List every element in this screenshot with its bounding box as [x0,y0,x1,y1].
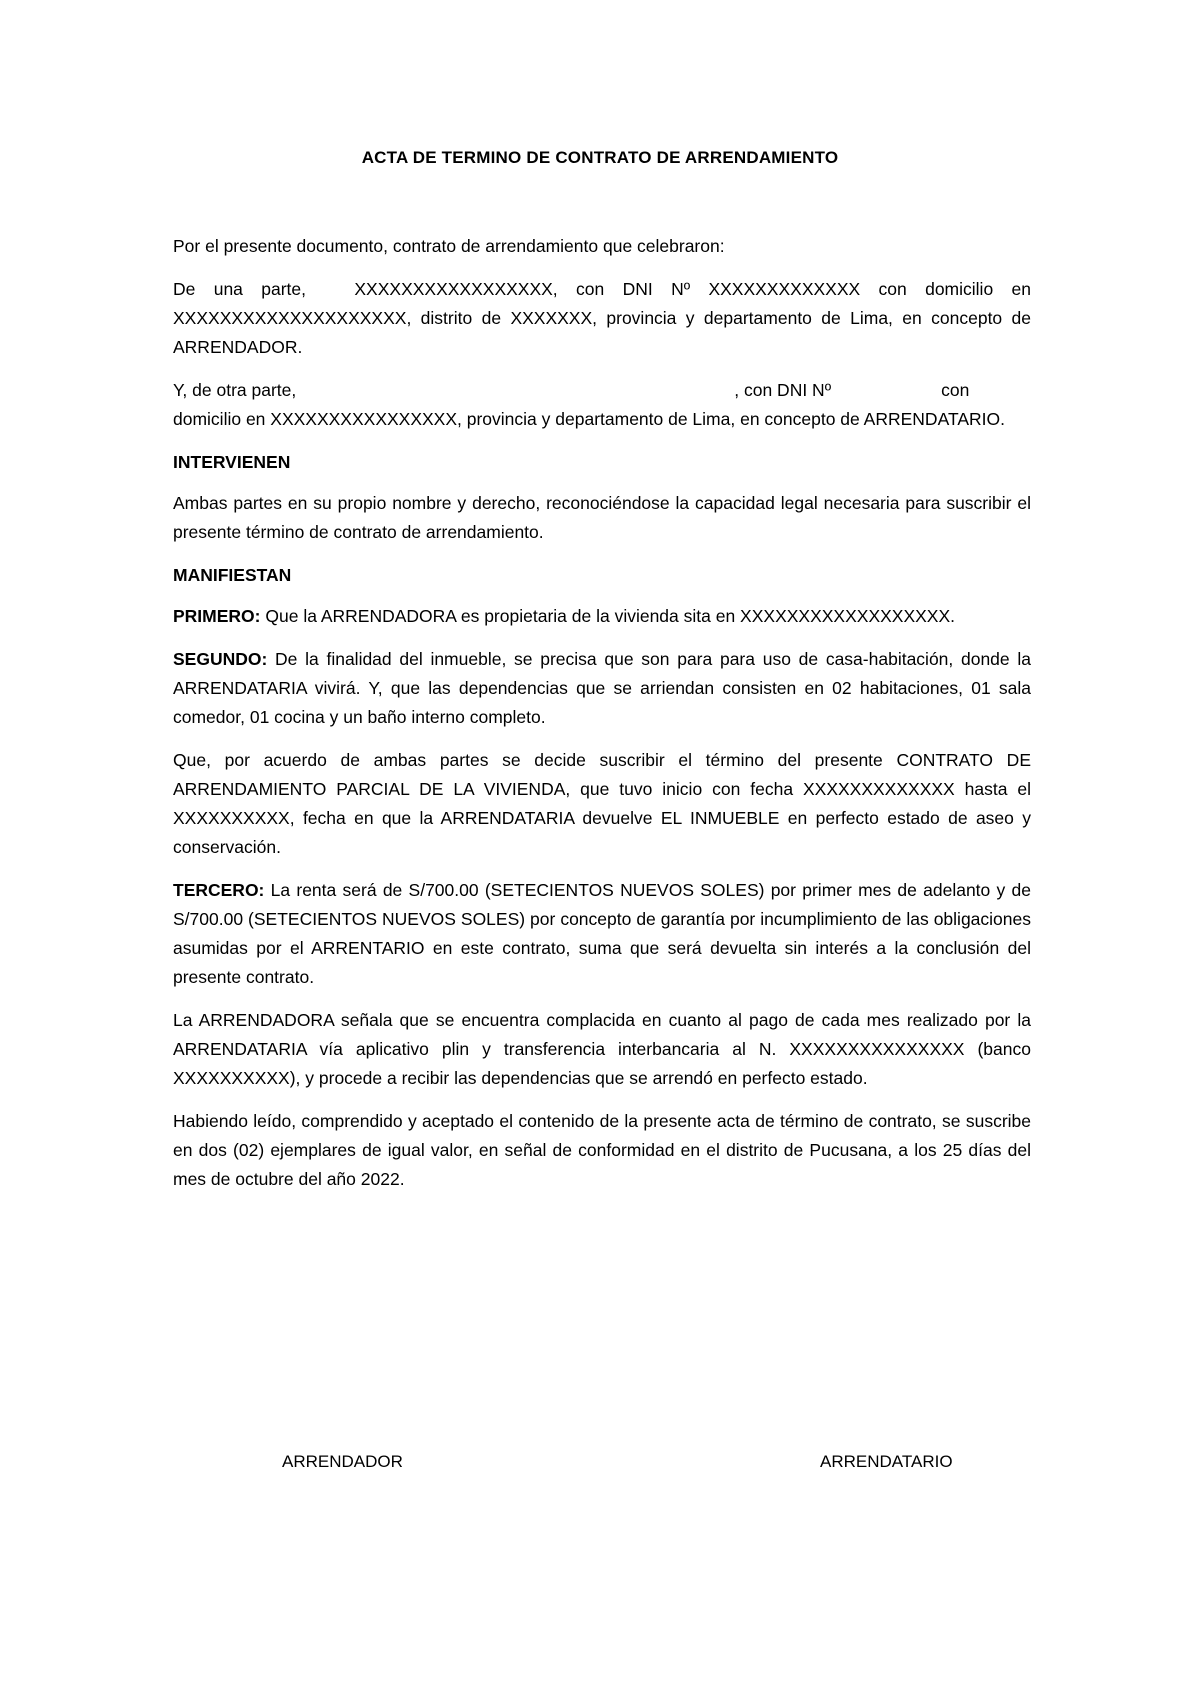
manifiestan-heading: MANIFIESTAN [173,565,292,585]
segundo-paragraph [173,645,1031,732]
segundo-label: SEGUNDO: [173,649,268,669]
signature-arrendador: ARRENDADOR [282,1452,403,1471]
party1-prefix: De una parte, [173,279,307,299]
closing-paragraph: Habiendo leído, comprendido y aceptado el contenido de la presente acta de término de contrato, se suscribe en dos (02) ejemplares de igual valor, en señal de conformidad en el distrito de Pucusana, a los 25 días del mes de octubre del año 2022. [173,1111,1031,1189]
document-body [173,232,1031,1208]
primero-text: Que la ARRENDADORA es propietaria de la vivienda sita en XXXXXXXXXXXXXXXXXX. [265,606,956,626]
signature-arrendatario: ARRENDATARIO [820,1452,953,1471]
tercero-text: La renta será de S/700.00 (SETECIENTOS NUEVOS SOLES) por primer mes de adelanto y de S/700.00 (SETECIENTOS NUEVOS SOLES) por concepto de garantía por incumplimiento de las obligaciones asumidas por el ARRENTARIO en este contrato, suma que será devuelta sin interés a la conclusión del presente contrato. [173,880,1031,987]
tercero-label: TERCERO: [173,880,265,900]
primero-paragraph [173,602,1031,631]
party2-middle: , con DNI Nº [734,380,832,400]
segundo-text: De la finalidad del inmueble, se precisa que son para para uso de casa-habitación, donde la ARRENDATARIA vivirá. Y, que las dependencias que se arriendan consisten en 02 habitaciones, 01 sala comedor, 01 cocina y un baño interno completo. [173,649,1031,727]
acuerdo-paragraph: Que, por acuerdo de ambas partes se decide suscribir el término del presente CONTRATO DE ARRENDAMIENTO PARCIAL DE LA VIVIENDA, que tuvo inicio con fecha XXXXXXXXXXXXX hasta el XXXXXXXXXX, fecha en que la ARRENDATARIA devuelve EL INMUEBLE en perfecto estado de aseo y conservación. [173,750,1031,857]
party1-paragraph [173,275,1031,362]
party2-text: domicilio en XXXXXXXXXXXXXXXX, provincia y departamento de Lima, en concepto de ARRENDATARIO. [173,409,1005,429]
intervienen-paragraph: Ambas partes en su propio nombre y derecho, reconociéndose la capacidad legal necesaria para suscribir el presente término de contrato de arrendamiento. [173,493,1031,542]
party1-text: XXXXXXXXXXXXXXXXX, con DNI Nº XXXXXXXXXXXXX con domicilio en XXXXXXXXXXXXXXXXXXXX, distrito de XXXXXXX, provincia y departamento de Lima, en concepto de ARRENDADOR. [173,279,1031,357]
party2-suffix: con [941,380,970,400]
intervienen-heading: INTERVIENEN [173,452,291,472]
tercero-paragraph [173,876,1031,992]
party2-prefix: Y, de otra parte, [173,380,297,400]
intro-paragraph: Por el presente documento, contrato de arrendamiento que celebraron: [173,236,725,256]
arrendadora-paragraph: La ARRENDADORA señala que se encuentra complacida en cuanto al pago de cada mes realizado por la ARRENDATARIA vía aplicativo plin y transferencia interbancaria al N. XXXXXXXXXXXXXXX (banco XXXXXXXXXX), y procede a recibir las dependencias que se arrendó en perfecto estado. [173,1010,1031,1088]
document-title: ACTA DE TERMINO DE CONTRATO DE ARRENDAMIENTO [361,148,839,167]
party2-paragraph [173,376,1031,434]
primero-label: PRIMERO: [173,606,261,626]
